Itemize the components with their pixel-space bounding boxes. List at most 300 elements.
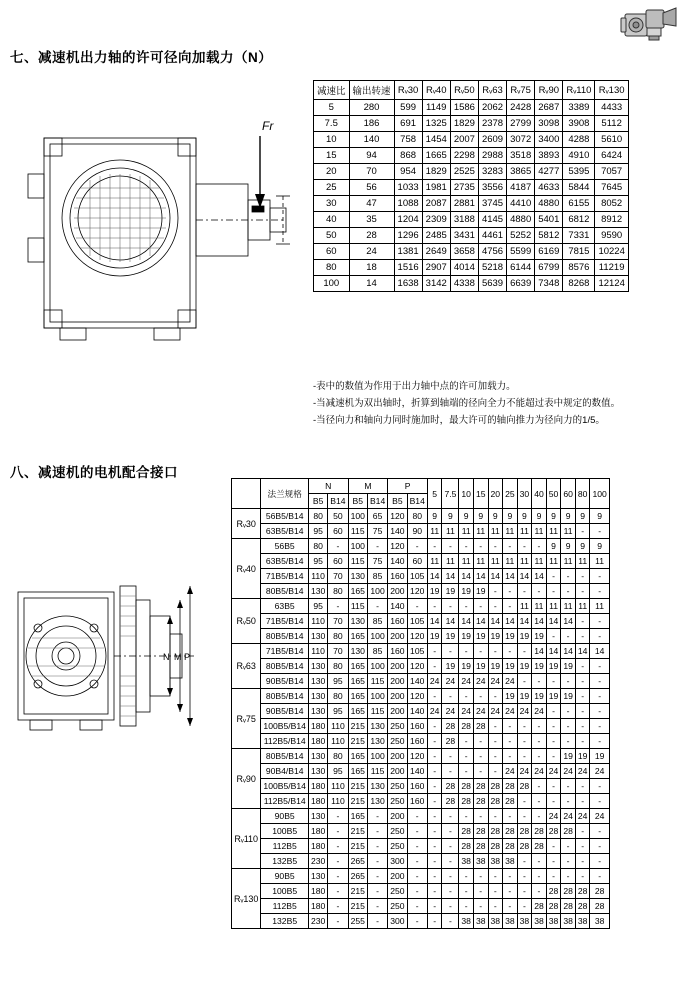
t2-header-ratio-80: 80 (575, 479, 590, 509)
t2-ratio-4-0-0: - (427, 689, 442, 704)
t2-ratio-6-3-2: 38 (459, 854, 474, 869)
t2-flange-3-1: 80B5/B14 (261, 659, 309, 674)
t2-ratio-7-2-1: - (442, 899, 459, 914)
t2-ratio-6-1-1: - (442, 824, 459, 839)
t2-ratio-5-3-3: 28 (473, 794, 488, 809)
t1-cell-2-9: 5610 (595, 132, 628, 148)
table-row (314, 180, 629, 196)
t1-cell-4-6: 3865 (507, 164, 535, 180)
t2-dim-5-3-4: 250 (388, 794, 407, 809)
t1-cell-8-0: 50 (314, 228, 350, 244)
t1-cell-6-2: 1088 (394, 196, 422, 212)
t2-dim-7-0-0: 130 (308, 869, 327, 884)
t2-flange-7-0: 90B5 (261, 869, 309, 884)
t1-cell-3-2: 868 (394, 148, 422, 164)
t2-flange-2-0: 63B5 (261, 599, 309, 614)
t1-cell-8-9: 9590 (595, 228, 628, 244)
t2-header-N: N (308, 479, 348, 494)
t2-dim-4-0-2: 165 (348, 689, 367, 704)
t1-cell-8-2: 1296 (394, 228, 422, 244)
t2-dim-3-0-3: 85 (367, 644, 387, 659)
t2-ratio-2-0-6: 11 (517, 599, 532, 614)
t2-ratio-0-1-4: 11 (488, 524, 503, 539)
t2-ratio-7-3-5: 38 (503, 914, 518, 929)
t2-ratio-6-3-5: 38 (503, 854, 518, 869)
t1-cell-0-6: 2428 (507, 100, 535, 116)
t2-ratio-4-2-0: - (427, 719, 442, 734)
t2-dim-2-2-3: 100 (367, 629, 387, 644)
t2-ratio-4-0-9: 19 (561, 689, 576, 704)
t2-dim-3-2-4: 200 (388, 674, 407, 689)
t2-dim-7-3-2: 255 (348, 914, 367, 929)
t2-dim-0-0-2: 100 (348, 509, 367, 524)
t1-col-header-6: Rᵥ75 (507, 81, 535, 100)
t2-dim-7-0-4: 200 (388, 869, 407, 884)
t2-ratio-4-2-4: - (488, 719, 503, 734)
t2-dim-6-2-2: 215 (348, 839, 367, 854)
t2-dim-2-1-0: 110 (308, 614, 327, 629)
t1-cell-7-9: 8912 (595, 212, 628, 228)
t1-cell-2-1: 140 (349, 132, 394, 148)
t1-cell-6-4: 2881 (450, 196, 478, 212)
table-row (314, 148, 629, 164)
t2-dim-5-0-5: 120 (407, 749, 427, 764)
t2-flange-5-2: 100B5/B14 (261, 779, 309, 794)
t1-cell-4-5: 3283 (478, 164, 506, 180)
t2-ratio-6-2-8: - (546, 839, 561, 854)
t2-ratio-5-0-0: - (427, 749, 442, 764)
t2-dim-4-1-5: 140 (407, 704, 427, 719)
t2-ratio-2-1-3: 14 (473, 614, 488, 629)
t2-ratio-3-0-6: - (517, 644, 532, 659)
t2-ratio-0-0-11: 9 (590, 509, 609, 524)
t1-cell-7-4: 3188 (450, 212, 478, 228)
t2-ratio-7-3-6: 38 (517, 914, 532, 929)
t2-model-1: Rᵥ40 (232, 539, 261, 599)
t2-ratio-6-1-3: 28 (473, 824, 488, 839)
t2-dim-6-3-3: - (367, 854, 387, 869)
table-row (232, 584, 610, 599)
t2-ratio-5-2-6: 28 (517, 779, 532, 794)
t2-ratio-7-3-8: 38 (546, 914, 561, 929)
t2-ratio-4-3-10: - (575, 734, 590, 749)
t1-cell-2-4: 2007 (450, 132, 478, 148)
t1-cell-8-7: 5812 (535, 228, 563, 244)
t1-cell-9-7: 6169 (535, 244, 563, 260)
t2-flange-4-1: 90B5/B14 (261, 704, 309, 719)
table-row (314, 100, 629, 116)
t2-dim-7-0-2: 265 (348, 869, 367, 884)
t1-cell-9-2: 1381 (394, 244, 422, 260)
t2-dim-6-1-5: - (407, 824, 427, 839)
t2-ratio-1-0-0: - (427, 539, 442, 554)
t2-ratio-6-3-9: - (561, 854, 576, 869)
t1-cell-5-4: 2735 (450, 180, 478, 196)
t2-flange-5-3: 112B5/B14 (261, 794, 309, 809)
t2-ratio-6-3-8: - (546, 854, 561, 869)
t2-ratio-3-2-1: 24 (442, 674, 459, 689)
t2-ratio-1-2-6: 14 (517, 569, 532, 584)
t2-dim-6-3-4: 300 (388, 854, 407, 869)
t2-ratio-6-1-2: 28 (459, 824, 474, 839)
t2-ratio-5-3-11: - (590, 794, 609, 809)
t2-ratio-5-1-7: 24 (532, 764, 547, 779)
t2-ratio-7-0-11: - (590, 869, 609, 884)
t2-dim-5-2-5: 160 (407, 779, 427, 794)
t2-ratio-4-1-0: 24 (427, 704, 442, 719)
t2-dim-5-2-1: 110 (328, 779, 348, 794)
t1-cell-9-9: 10224 (595, 244, 628, 260)
t2-dim-2-0-3: - (367, 599, 387, 614)
t2-ratio-6-3-1: - (442, 854, 459, 869)
t2-ratio-4-2-8: - (546, 719, 561, 734)
note-2: -当减速机为双出轴时，折算到轴端的径向全力不能超过表中规定的数值。 (313, 398, 621, 409)
t2-dim-6-0-2: 165 (348, 809, 367, 824)
t2-dim-2-0-1: - (328, 599, 348, 614)
t2-dim-6-1-0: 180 (308, 824, 327, 839)
t2-ratio-5-2-7: - (532, 779, 547, 794)
t1-cell-1-6: 2799 (507, 116, 535, 132)
t2-dim-5-1-0: 130 (308, 764, 327, 779)
t2-dim-6-1-2: 215 (348, 824, 367, 839)
t2-ratio-4-0-11: - (590, 689, 609, 704)
t2-ratio-1-3-9: - (561, 584, 576, 599)
t1-cell-5-5: 3556 (478, 180, 506, 196)
t2-ratio-6-2-0: - (427, 839, 442, 854)
t1-cell-1-4: 1829 (450, 116, 478, 132)
t2-ratio-7-3-1: - (442, 914, 459, 929)
table-row (232, 884, 610, 899)
t2-ratio-7-1-7: - (532, 884, 547, 899)
t2-model-0: Rᵥ30 (232, 509, 261, 539)
t2-dim-7-3-4: 300 (388, 914, 407, 929)
t2-dim-1-2-5: 105 (407, 569, 427, 584)
t1-cell-10-9: 11219 (595, 260, 628, 276)
t2-dim-3-2-2: 165 (348, 674, 367, 689)
t2-ratio-1-2-5: 14 (503, 569, 518, 584)
t1-cell-11-3: 3142 (422, 276, 450, 292)
t2-ratio-3-0-1: - (442, 644, 459, 659)
t2-ratio-0-1-7: 11 (532, 524, 547, 539)
t2-ratio-5-2-8: - (546, 779, 561, 794)
t2-ratio-1-1-7: 11 (532, 554, 547, 569)
t2-ratio-5-3-9: - (561, 794, 576, 809)
t2-dim-2-2-1: 80 (328, 629, 348, 644)
motor-flange-table-wrapper (231, 478, 610, 929)
t1-cell-2-8: 4288 (563, 132, 595, 148)
t2-dim-3-1-5: 120 (407, 659, 427, 674)
t2-dim-6-1-3: - (367, 824, 387, 839)
t2-ratio-2-2-7: 19 (532, 629, 547, 644)
t2-dim-5-3-3: 130 (367, 794, 387, 809)
t2-ratio-5-2-3: 28 (473, 779, 488, 794)
t2-ratio-3-0-9: 14 (561, 644, 576, 659)
t2-header-P: P (388, 479, 428, 494)
t1-cell-1-8: 3908 (563, 116, 595, 132)
t2-ratio-2-2-8: - (546, 629, 561, 644)
t2-ratio-0-0-10: 9 (575, 509, 590, 524)
t2-ratio-5-1-6: 24 (517, 764, 532, 779)
t2-flange-6-1: 100B5 (261, 824, 309, 839)
t2-dim-5-2-3: 130 (367, 779, 387, 794)
t1-cell-0-4: 1586 (450, 100, 478, 116)
t2-ratio-4-1-8: - (546, 704, 561, 719)
t1-cell-9-3: 2649 (422, 244, 450, 260)
t2-ratio-6-0-6: - (517, 809, 532, 824)
t2-ratio-3-0-2: - (459, 644, 474, 659)
notes-block (313, 378, 620, 429)
table-row (232, 644, 610, 659)
t2-ratio-6-0-5: - (503, 809, 518, 824)
t2-dim-2-2-0: 130 (308, 629, 327, 644)
t2-ratio-7-1-10: 28 (575, 884, 590, 899)
t2-flange-1-0: 56B5 (261, 539, 309, 554)
table-row (314, 260, 629, 276)
t1-cell-10-7: 6799 (535, 260, 563, 276)
t2-ratio-3-1-1: 19 (442, 659, 459, 674)
t1-cell-10-0: 80 (314, 260, 350, 276)
t2-dim-0-0-5: 80 (407, 509, 427, 524)
t2-dim-6-3-0: 230 (308, 854, 327, 869)
t2-ratio-6-0-7: - (532, 809, 547, 824)
t2-ratio-2-0-3: - (473, 599, 488, 614)
t2-ratio-7-2-9: 28 (561, 899, 576, 914)
t2-dim-6-0-5: - (407, 809, 427, 824)
t2-ratio-4-0-8: 19 (546, 689, 561, 704)
t2-dim-5-2-0: 180 (308, 779, 327, 794)
t2-dim-3-1-0: 130 (308, 659, 327, 674)
t2-flange-3-0: 71B5/B14 (261, 644, 309, 659)
t1-cell-9-8: 7815 (563, 244, 595, 260)
t2-flange-4-2: 100B5/B14 (261, 719, 309, 734)
t2-dim-6-2-4: 250 (388, 839, 407, 854)
t2-ratio-1-2-3: 14 (473, 569, 488, 584)
t2-dim-4-2-0: 180 (308, 719, 327, 734)
t2-ratio-7-1-8: 28 (546, 884, 561, 899)
t2-ratio-6-1-4: 28 (488, 824, 503, 839)
t2-dim-7-2-0: 180 (308, 899, 327, 914)
t2-ratio-5-2-2: 28 (459, 779, 474, 794)
t2-ratio-1-2-7: 14 (532, 569, 547, 584)
t2-ratio-5-3-1: 28 (442, 794, 459, 809)
t1-cell-11-7: 7348 (535, 276, 563, 292)
t2-dim-1-0-3: - (367, 539, 387, 554)
t2-dim-2-2-5: 120 (407, 629, 427, 644)
t2-ratio-6-2-10: - (575, 839, 590, 854)
t2-ratio-5-0-11: 19 (590, 749, 609, 764)
t2-dim-1-1-1: 60 (328, 554, 348, 569)
table-row (232, 509, 610, 524)
table-row (232, 524, 610, 539)
t2-ratio-5-3-5: 28 (503, 794, 518, 809)
t2-dim-5-0-1: 80 (328, 749, 348, 764)
t1-cell-4-3: 1829 (422, 164, 450, 180)
dim-label-N: N (163, 652, 170, 662)
t2-ratio-6-2-3: 28 (473, 839, 488, 854)
t2-ratio-2-0-9: 11 (561, 599, 576, 614)
t2-dim-4-1-3: 115 (367, 704, 387, 719)
t2-ratio-7-3-9: 38 (561, 914, 576, 929)
t2-ratio-5-2-9: - (561, 779, 576, 794)
t2-header-ratio-50: 50 (546, 479, 561, 509)
table-row (232, 914, 610, 929)
t2-model-3: Rᵥ63 (232, 644, 261, 689)
t2-ratio-3-0-3: - (473, 644, 488, 659)
t2-ratio-1-0-2: - (459, 539, 474, 554)
t2-dim-6-2-3: - (367, 839, 387, 854)
t2-ratio-5-0-5: - (503, 749, 518, 764)
t2-dim-4-1-0: 130 (308, 704, 327, 719)
t2-ratio-5-1-1: - (442, 764, 459, 779)
t1-cell-11-6: 6639 (507, 276, 535, 292)
t2-flange-4-3: 112B5/B14 (261, 734, 309, 749)
t2-ratio-4-0-7: 19 (532, 689, 547, 704)
t1-cell-5-7: 4633 (535, 180, 563, 196)
t2-ratio-1-1-2: 11 (459, 554, 474, 569)
t2-ratio-2-2-4: 19 (488, 629, 503, 644)
t2-ratio-6-2-1: - (442, 839, 459, 854)
t2-dim-1-2-0: 110 (308, 569, 327, 584)
t2-ratio-4-0-1: - (442, 689, 459, 704)
t1-cell-2-7: 3400 (535, 132, 563, 148)
t2-dim-7-0-3: - (367, 869, 387, 884)
t2-ratio-4-0-6: 19 (517, 689, 532, 704)
t2-ratio-7-2-3: - (473, 899, 488, 914)
t2-ratio-3-0-5: - (503, 644, 518, 659)
t2-dim-1-3-0: 130 (308, 584, 327, 599)
t2-ratio-2-1-4: 14 (488, 614, 503, 629)
t1-cell-11-9: 12124 (595, 276, 628, 292)
t2-dim-1-1-5: 60 (407, 554, 427, 569)
t2-dim-7-3-0: 230 (308, 914, 327, 929)
t2-header-row-1 (232, 479, 610, 494)
t2-ratio-1-2-4: 14 (488, 569, 503, 584)
t2-header-sub-3: B14 (367, 494, 387, 509)
t1-cell-2-0: 10 (314, 132, 350, 148)
table-row (232, 629, 610, 644)
t2-ratio-3-2-9: - (561, 674, 576, 689)
t2-dim-1-1-0: 95 (308, 554, 327, 569)
table-row (232, 689, 610, 704)
t2-ratio-6-0-10: 24 (575, 809, 590, 824)
t2-ratio-3-2-10: - (575, 674, 590, 689)
t2-ratio-7-1-1: - (442, 884, 459, 899)
t2-ratio-1-3-2: 19 (459, 584, 474, 599)
t2-ratio-4-3-4: - (488, 734, 503, 749)
t2-dim-2-1-4: 160 (388, 614, 407, 629)
t1-cell-11-2: 1638 (394, 276, 422, 292)
t2-ratio-2-1-11: - (590, 614, 609, 629)
t2-ratio-3-1-4: 19 (488, 659, 503, 674)
t2-ratio-6-1-5: 28 (503, 824, 518, 839)
t2-dim-7-1-1: - (328, 884, 348, 899)
t2-ratio-4-0-10: - (575, 689, 590, 704)
t2-dim-3-1-1: 80 (328, 659, 348, 674)
t2-header-ratio-5: 5 (427, 479, 442, 509)
t2-dim-2-2-4: 200 (388, 629, 407, 644)
t2-ratio-4-1-4: 24 (488, 704, 503, 719)
t2-ratio-6-3-3: 38 (473, 854, 488, 869)
t2-dim-1-0-1: - (328, 539, 348, 554)
t2-dim-2-1-3: 85 (367, 614, 387, 629)
t2-ratio-6-3-0: - (427, 854, 442, 869)
t2-ratio-6-1-10: - (575, 824, 590, 839)
t2-ratio-7-0-6: - (517, 869, 532, 884)
t2-dim-7-2-2: 215 (348, 899, 367, 914)
t2-dim-4-0-1: 80 (328, 689, 348, 704)
t2-dim-7-3-5: - (407, 914, 427, 929)
t2-ratio-1-2-9: - (561, 569, 576, 584)
section-7-title: 七、减速机出力轴的许可径向加载力（N） (10, 50, 273, 65)
t2-dim-3-2-0: 130 (308, 674, 327, 689)
t2-model-corner (232, 479, 261, 509)
t2-ratio-5-1-0: - (427, 764, 442, 779)
t2-ratio-5-3-0: - (427, 794, 442, 809)
table-row (232, 749, 610, 764)
t2-ratio-2-0-0: - (427, 599, 442, 614)
t2-ratio-5-1-10: 24 (575, 764, 590, 779)
t2-ratio-7-2-7: 28 (532, 899, 547, 914)
t2-dim-6-2-5: - (407, 839, 427, 854)
t1-cell-0-0: 5 (314, 100, 350, 116)
t2-dim-7-1-3: - (367, 884, 387, 899)
t2-header-ratio-15: 15 (473, 479, 488, 509)
t2-dim-0-1-2: 115 (348, 524, 367, 539)
t2-ratio-3-2-11: - (590, 674, 609, 689)
t2-ratio-1-0-9: 9 (561, 539, 576, 554)
t2-flange-spec-header: 法兰规格 (261, 479, 309, 509)
t2-ratio-6-1-11: - (590, 824, 609, 839)
t1-cell-9-4: 3658 (450, 244, 478, 260)
t2-ratio-7-3-4: 38 (488, 914, 503, 929)
t1-cell-7-5: 4145 (478, 212, 506, 228)
t2-dim-4-2-4: 250 (388, 719, 407, 734)
t2-ratio-3-0-10: 14 (575, 644, 590, 659)
t2-ratio-1-2-8: - (546, 569, 561, 584)
t2-ratio-1-2-11: - (590, 569, 609, 584)
t2-ratio-2-1-7: 14 (532, 614, 547, 629)
table-row (232, 824, 610, 839)
table-row (232, 809, 610, 824)
t2-ratio-5-3-6: - (517, 794, 532, 809)
t2-ratio-4-2-6: - (517, 719, 532, 734)
t1-cell-8-3: 2485 (422, 228, 450, 244)
t2-dim-1-2-1: 70 (328, 569, 348, 584)
t2-ratio-4-3-7: - (532, 734, 547, 749)
t2-dim-1-0-5: - (407, 539, 427, 554)
t2-ratio-1-2-10: - (575, 569, 590, 584)
t2-ratio-1-1-6: 11 (517, 554, 532, 569)
t2-ratio-6-2-5: 28 (503, 839, 518, 854)
t2-dim-2-0-4: 140 (388, 599, 407, 614)
t2-dim-4-0-0: 130 (308, 689, 327, 704)
t2-ratio-0-1-9: 11 (561, 524, 576, 539)
t2-header-M: M (348, 479, 388, 494)
t2-ratio-1-3-11: - (590, 584, 609, 599)
t2-ratio-2-1-10: - (575, 614, 590, 629)
t2-ratio-6-3-7: - (532, 854, 547, 869)
motor-flange-interface-drawing (8, 556, 223, 756)
t2-ratio-6-0-3: - (473, 809, 488, 824)
t2-ratio-6-0-8: 24 (546, 809, 561, 824)
table-row (232, 569, 610, 584)
gearbox-icon (619, 4, 681, 44)
t2-header-ratio-25: 25 (503, 479, 518, 509)
t2-dim-5-0-3: 100 (367, 749, 387, 764)
t1-cell-9-5: 4756 (478, 244, 506, 260)
t2-dim-4-3-5: 160 (407, 734, 427, 749)
t2-ratio-3-1-11: - (590, 659, 609, 674)
